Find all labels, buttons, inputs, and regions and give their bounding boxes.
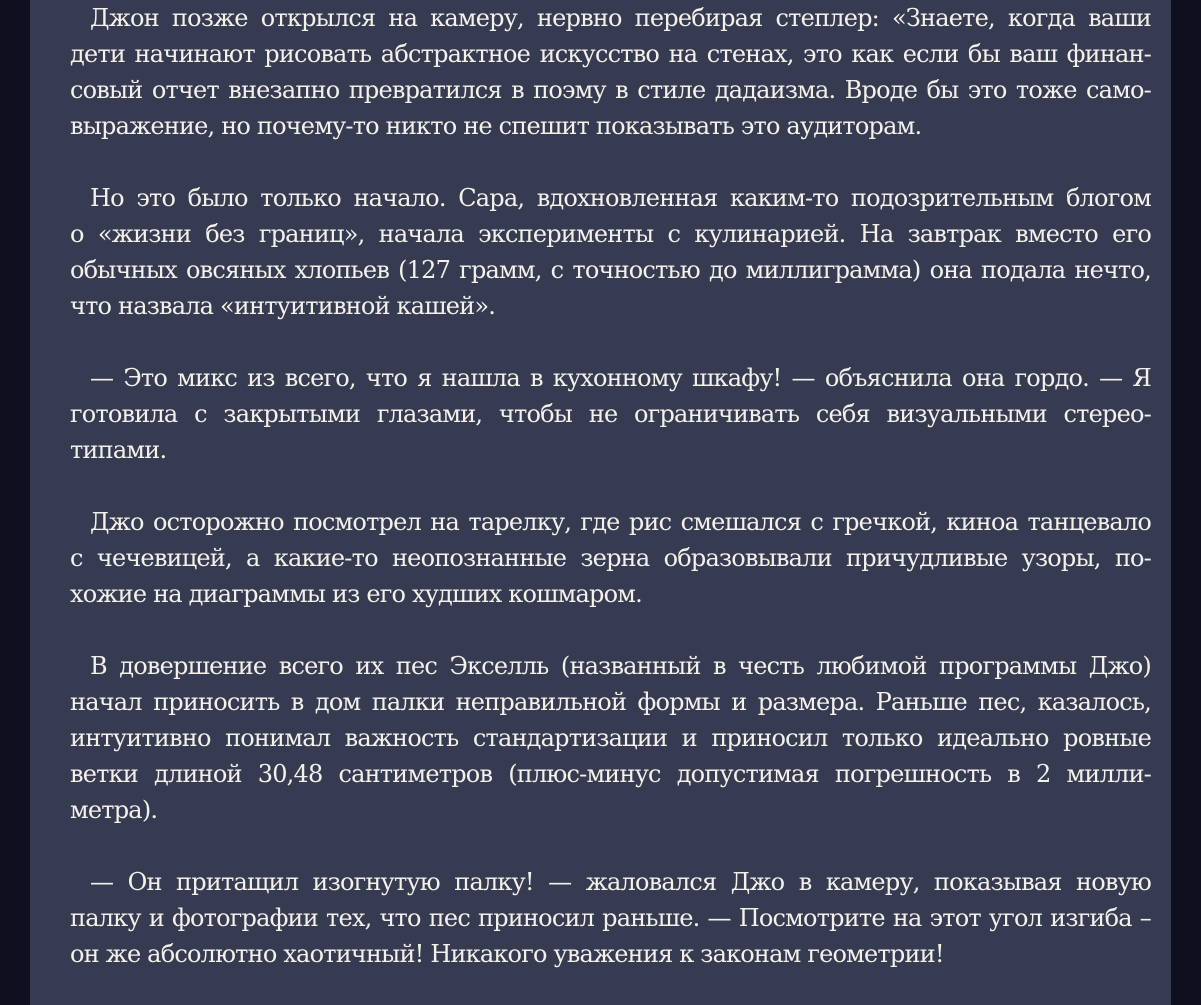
text-line: палку и фотографии тех, что пес приносил раньше. — Посмотрите на этот угол изгиба – <box>70 904 1151 932</box>
paragraph <box>50 180 1151 324</box>
text-line: с чечевицей, а какие-то неопознанные зерна образовывали причудливые узоры, по- <box>70 544 1151 572</box>
paragraph <box>50 0 1151 144</box>
paragraph <box>50 648 1151 828</box>
text-line: типами. <box>70 436 167 464</box>
text-line: выражение, но почему-то никто не спешит показывать это аудиторам. <box>70 112 922 140</box>
text-line: ветки длиной 30,48 сантиметров (плюс-минус допустимая погрешность в 2 милли- <box>70 760 1151 788</box>
text-line: о «жизни без границ», начала эксперименты с кулинарией. На завтрак вместо его <box>70 220 1151 248</box>
text-line: начал приносить в дом палки неправильной формы и размера. Раньше пес, казалось, <box>70 688 1151 716</box>
text-line: интуитивно понимал важность стандартизации и приносил только идеально ровные <box>70 724 1151 752</box>
text-line: — Он притащил изогнутую палку! — жаловался Джо в камеру, показывая новую <box>90 868 1151 896</box>
paragraph <box>50 504 1151 612</box>
text-line: метра). <box>70 796 158 824</box>
text-line: обычных овсяных хлопьев (127 грамм, с точностью до миллиграмма) она подала нечто, <box>70 256 1151 284</box>
text-line: В довершение всего их пес Экселль (названный в честь любимой программы Джо) <box>90 652 1151 680</box>
text-line: хожие на диаграммы из его худших кошмаром. <box>70 580 642 608</box>
paragraph <box>50 360 1151 468</box>
text-line: Джо осторожно посмотрел на тарелку, где рис смешался с гречкой, киноа танцевало <box>90 508 1151 536</box>
text-line: готовила с закрытыми глазами, чтобы не ограничивать себя визуальными стерео- <box>70 400 1151 428</box>
text-line: Джон позже открылся на камеру, нервно перебирая степлер: «Знаете, когда ваши <box>90 4 1151 32</box>
text-line: совый отчет внезапно превратился в поэму в стиле дадаизма. Вроде бы это тоже само- <box>70 76 1151 104</box>
text-line: дети начинают рисовать абстрактное искусство на стенах, это как если бы ваш финан- <box>70 40 1151 68</box>
article-text <box>50 0 1151 972</box>
text-line: что назвала «интуитивной кашей». <box>70 292 496 320</box>
paragraph <box>50 864 1151 972</box>
text-line: — Это микс из всего, что я нашла в кухонному шкафу! — объяснила она гордо. — Я <box>90 364 1151 392</box>
text-line: Но это было только начало. Сара, вдохновленная каким-то подозрительным блогом <box>90 184 1151 212</box>
reader-page <box>30 0 1171 1005</box>
text-line: он же абсолютно хаотичный! Никакого уважения к законам геометрии! <box>70 940 944 968</box>
